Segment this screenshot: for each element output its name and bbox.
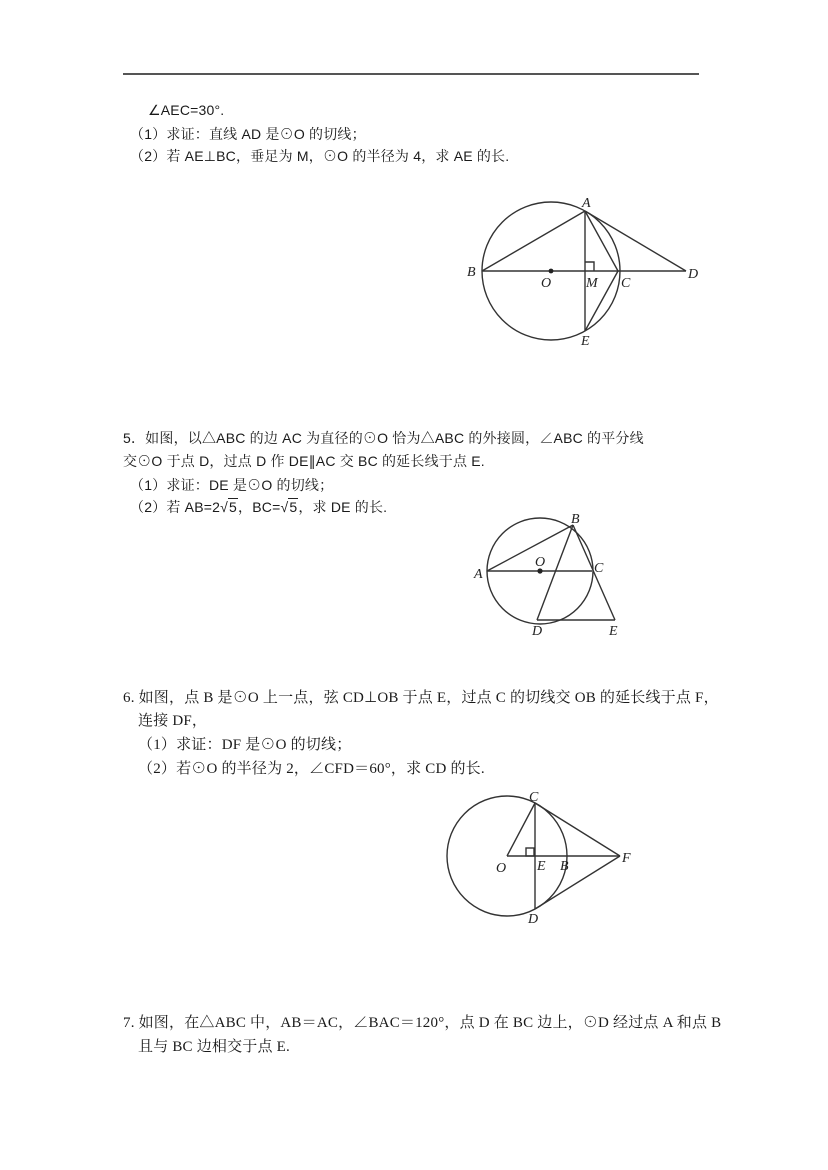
center-dot <box>549 269 554 274</box>
label-c: C <box>529 790 539 805</box>
right-angle-mark <box>585 262 594 271</box>
sqrt-2-radicand: 5 <box>289 499 298 515</box>
p5-q2-text-a: （2）若 AB=2 <box>130 499 221 515</box>
sqrt-1-radicand: 5 <box>229 499 238 515</box>
label-d: D <box>528 912 539 927</box>
label-b: B <box>571 512 580 527</box>
label-b: B <box>467 265 476 280</box>
p7-line-2: 且与 BC 边相交于点 E. <box>138 1039 290 1055</box>
label-o: O <box>535 555 546 570</box>
label-d: D <box>532 624 543 639</box>
label-e: E <box>581 334 590 349</box>
line-ab <box>487 525 573 571</box>
sqrt-2: √5 <box>280 499 298 515</box>
right-angle-mark <box>526 848 534 856</box>
p6-question-1: （1）求证：DF 是⊙O 的切线； <box>138 737 352 753</box>
p7-line-1: 7. 如图，在△ABC 中，AB＝AC，∠BAC＝120°，点 D 在 BC 边上，⊙D 经过点 A 和点 B <box>123 1015 722 1031</box>
label-f: F <box>622 851 631 866</box>
p5-question-1: （1）求证：DE 是⊙O 的切线； <box>130 477 334 493</box>
label-b: B <box>560 859 569 874</box>
label-o: O <box>496 861 507 876</box>
line-cf <box>535 803 620 856</box>
p6-question-2: （2）若⊙O 的半径为 2，∠CFD＝60°，求 CD 的长. <box>138 761 485 777</box>
line-bd <box>537 525 573 620</box>
label-c: C <box>621 276 631 291</box>
label-c: C <box>594 561 604 576</box>
line-df <box>535 856 620 909</box>
label-a: A <box>582 196 591 211</box>
p4-figure <box>455 190 715 355</box>
p5-figure <box>470 508 630 643</box>
p6-line-2: 连接 DF， <box>138 713 208 729</box>
p6-figure <box>440 786 640 931</box>
p6-line-1: 6. 如图，点 B 是⊙O 上一点，弦 CD⊥OB 于点 E，过点 C 的切线交 OB 的延长线于点 F， <box>123 690 719 706</box>
p4-question-2: （2）若 AE⊥BC，垂足为 M，⊙O 的半径为 4，求 AE 的长. <box>130 148 510 164</box>
header-rule <box>123 73 699 75</box>
line-ad <box>585 211 686 271</box>
label-e: E <box>609 624 618 639</box>
label-e: E <box>537 859 546 874</box>
p5-q2-text-c: ，求 DE 的长. <box>298 499 388 515</box>
p4-angle-line: ∠AEC=30°. <box>148 102 225 118</box>
line-ba <box>482 211 585 271</box>
p5-q2-text-b: ，BC= <box>238 499 281 515</box>
p5-line-1: 5．如图，以△ABC 的边 AC 为直径的⊙O 恰为△ABC 的外接圆，∠ABC 的平分线 <box>123 430 644 446</box>
label-o: O <box>541 276 552 291</box>
label-d: D <box>688 267 699 282</box>
p4-question-1: （1）求证：直线 AD 是⊙O 的切线； <box>130 126 366 142</box>
p5-line-2: 交⊙O 于点 D，过点 D 作 DE∥AC 交 BC 的延长线于点 E. <box>123 453 485 469</box>
sqrt-1: √5 <box>220 499 238 515</box>
label-a: A <box>474 567 483 582</box>
p5-question-2 <box>130 497 387 517</box>
label-m: M <box>586 276 598 291</box>
